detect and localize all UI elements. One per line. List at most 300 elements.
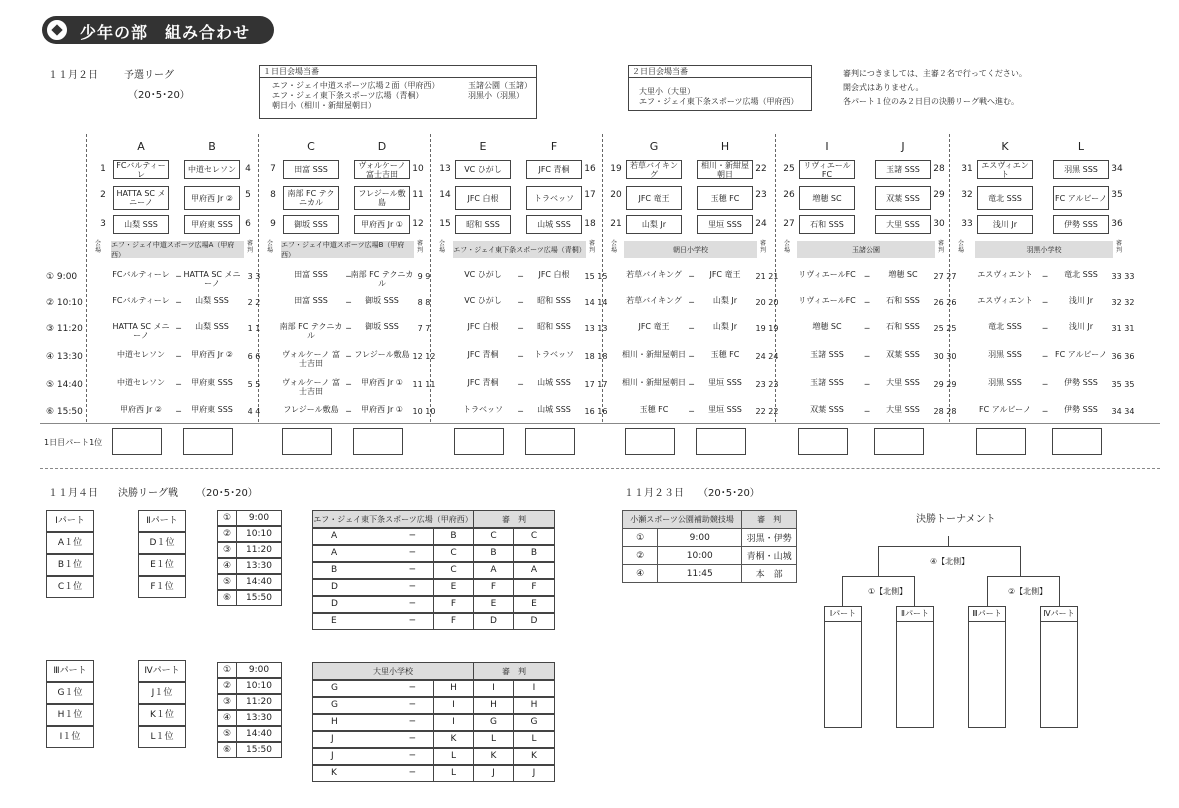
match-dash: ─ [864,324,870,333]
team-cell: JFC 青桐 [526,160,582,179]
match-time: ④ 13:30 [46,352,83,362]
match-team-home: VC ひがし [464,270,502,279]
tournament-left: ①【北側】 [868,587,908,596]
match-team-home: 若草バイキング [626,270,682,279]
final-ref-2: C [513,528,555,545]
match-team-home: FCバルティーレ [112,270,170,279]
slot-time: 9:00 [236,510,282,526]
match-team-home: 南部 FC テクニカル [279,322,343,340]
slot-number: ① [217,662,237,678]
team-cell: 昭和 SSS [455,215,511,234]
match-team-home: リヴィエールFC [798,296,856,305]
match-team-away: 浅川 Jr [1068,322,1094,331]
match-team-away: 南部 FC テクニカル [350,270,414,288]
group-header-e: E [479,140,487,153]
slot-number: ② [217,526,237,542]
part-item: C１位 [46,576,94,598]
final-match-row [312,545,434,562]
final-team-a: B [331,565,338,575]
final-team-b: K [433,731,474,748]
team-number: 12 [412,219,424,229]
divider-dashed [40,468,1160,469]
duty2-l2: エフ・ジェイ東下条スポーツ広場（甲府西） [639,97,799,106]
final-team-b: E [433,579,474,596]
team-cell: 伊勢 SSS [1053,215,1109,234]
match-ref: 9 9 [417,272,431,281]
team-number: 2 [100,190,106,200]
match-ref: 32 32 [1111,298,1135,307]
match-team-away: 甲府東 SSS [191,378,233,387]
part-item: A１位 [46,532,94,554]
match-dash: ─ [864,298,870,307]
match-time: ② 10:10 [46,298,83,308]
match-dash: ─ [689,380,694,389]
note-2: 開会式はありません。 [843,83,924,92]
final-ref-1: B [473,545,514,562]
final-match-row [312,562,434,579]
match-ref: 11 11 [412,380,436,389]
team-number: 31 [961,164,973,174]
venue-label: 会場 [783,240,790,254]
final-team-a: D [331,582,338,592]
day3-cell: 羽黒・伊勢 [742,529,797,547]
slot-number: ② [217,678,237,694]
team-cell: 若草バイキング [626,160,682,179]
match-dash: ─ [689,272,694,281]
team-number: 14 [439,190,451,200]
match-team-away: 竜北 SSS [1064,270,1098,279]
match-team-away: 甲府西 Jr ① [361,405,403,414]
match-team-home: FC アルビーノ [979,405,1031,414]
venue-bar: エフ・ジェイ中道スポーツ広場B（甲府西） [281,241,414,258]
group-header-d: D [377,140,387,153]
day3-ref: 審 判 [742,511,797,529]
tournament-slot [824,606,862,728]
match-team-away: 双葉 SSS [886,350,920,359]
match-team-away: 御坂 SSS [365,322,399,331]
team-number: 13 [439,164,451,174]
match-team-home: 羽黒 SSS [988,378,1022,387]
team-cell: 浅川 Jr [977,215,1033,234]
day3-cell: 11:45 [658,565,742,583]
slot-time: 15:50 [236,590,282,606]
final-dash: ─ [409,683,415,693]
day2-date: １１月４日 [48,488,98,499]
match-team-home: 若草バイキング [626,296,682,305]
final-team-b: B [433,528,474,545]
match-team-home: 中道セレソン [117,378,165,387]
final-ref-1: D [473,613,514,630]
match-team-home: 玉諸 SSS [810,350,844,359]
final-venue: 大里小学校 [312,662,474,680]
day2-name: 決勝リーグ戦 [118,488,178,499]
day3-cell: 青桐・山城 [742,547,797,565]
match-team-away: 甲府東 SSS [191,405,233,414]
team-number: 24 [755,219,767,229]
match-team-away: 玉穂 FC [710,350,740,359]
final-match-row [312,528,434,545]
match-dash: ─ [864,407,870,416]
final-team-b: I [433,697,474,714]
final-ref-2: L [513,731,555,748]
final-team-b: C [433,545,474,562]
match-dash: ─ [176,272,181,281]
note-1: 審判につきましては、主審２名で行ってください。 [843,69,1027,78]
match-team-away: 甲府西 Jr ② [191,350,233,359]
team-number: 15 [439,219,451,229]
match-team-away: 昭和 SSS [537,322,571,331]
part-header: Ⅲパート [46,660,94,682]
day1-date: １１月２日 [48,70,98,81]
match-team-home: 玉穂 FC [639,405,669,414]
final-ref-2: A [513,562,555,579]
match-team-home: JFC 竜王 [638,322,670,331]
final-dash: ─ [409,700,415,710]
group-header-k: K [1001,140,1009,153]
match-ref: 23 23 [755,380,779,389]
team-cell: ヴォルケーノ 富士吉田 [354,160,410,179]
final-team-b: F [433,613,474,630]
match-ref: 5 5 [247,380,261,389]
team-number: 19 [610,164,622,174]
slot-time: 11:20 [236,542,282,558]
team-cell: VC ひがし [455,160,511,179]
match-dash: ─ [1042,324,1048,333]
match-team-home: フレジール敷島 [283,405,339,414]
bracket-line [914,576,915,606]
match-dash: ─ [346,272,351,281]
venue-bar: 朝日小学校 [624,241,757,258]
day3-cell: ④ [623,565,658,583]
final-ref-1: F [473,579,514,596]
venue-bar: 羽黒小学校 [975,241,1113,258]
final-dash: ─ [409,565,415,575]
match-dash: ─ [518,324,523,333]
bracket-line [842,576,914,577]
day3-cell: 本 部 [742,565,797,583]
team-number: 32 [961,190,973,200]
match-team-away: 伊勢 SSS [1064,378,1098,387]
team-cell: 甲府西 Jr ① [354,215,410,234]
match-team-away: 大里 SSS [886,378,920,387]
final-match-row [312,596,434,613]
duty2-box [628,65,812,111]
group-header-l: L [1077,140,1085,153]
part-item: G１位 [46,682,94,704]
part-item: I１位 [46,726,94,748]
final-ref-2: G [513,714,555,731]
part-item: J１位 [138,682,186,704]
bracket-line [878,546,879,576]
slot-time: 11:20 [236,694,282,710]
match-ref: 8 8 [417,298,431,307]
slot-number: ⑥ [217,590,237,606]
duty2-l1: 大里小（大里） [639,87,695,96]
first-place-box [353,428,403,455]
final-ref-2: F [513,579,555,596]
final-ref-1: J [473,765,514,782]
match-dash: ─ [864,380,870,389]
part-item: K１位 [138,704,186,726]
match-time: ⑥ 15:50 [46,407,83,417]
match-team-away: 大里 SSS [886,405,920,414]
match-team-away: 山梨 Jr [712,296,738,305]
final-ref-1: G [473,714,514,731]
team-number: 23 [755,190,767,200]
final-team-a: K [331,768,337,778]
team-number: 36 [1111,219,1123,229]
day3-cell: ② [623,547,658,565]
match-team-home: 甲府西 Jr ② [120,405,162,414]
match-team-home: ヴォルケーノ 富士吉田 [282,350,340,368]
match-dash: ─ [176,298,181,307]
match-ref: 19 19 [755,324,779,333]
match-team-away: 石和 SSS [886,296,920,305]
final-dash: ─ [409,599,415,609]
ref-label: 審判 [416,240,423,254]
final-ref-1: L [473,731,514,748]
venue-label: 会場 [438,240,445,254]
page-title-pill [42,16,274,44]
match-team-away: FC アルビーノ [1055,350,1107,359]
first-place-box [525,428,575,455]
slot-time: 10:10 [236,526,282,542]
tournament-title: 決勝トーナメント [916,514,996,525]
match-dash: ─ [518,298,523,307]
tournament-slot [896,606,934,728]
final-team-a: J [331,751,334,761]
team-number: 6 [245,219,251,229]
group-header-a: A [137,140,145,153]
match-team-home: 竜北 SSS [988,322,1022,331]
first-place-box [798,428,848,455]
duty1-r1: 玉諸公園（玉諸） [468,81,532,90]
match-dash: ─ [689,324,694,333]
slot-number: ⑤ [217,574,237,590]
group-header-b: B [208,140,216,153]
match-ref: 1 1 [247,324,261,333]
part-header: Ⅰパート [46,510,94,532]
match-ref: 25 25 [933,324,957,333]
final-ref-2: B [513,545,555,562]
first-place-box [696,428,746,455]
slot-number: ⑥ [217,742,237,758]
group-header-f: F [550,140,558,153]
team-cell: 竜北 SSS [977,186,1033,210]
duty1-l1: エフ・ジェイ中道スポーツ広場２面（甲府西） [272,81,440,90]
team-number: 34 [1111,164,1123,174]
venue-bar: 玉諸公園 [797,241,935,258]
first-place-box [183,428,233,455]
duty1-header: １日目会場当番 [260,66,536,78]
ref-label: 審判 [1115,240,1122,254]
final-ref-2: I [513,680,555,697]
match-ref: 30 30 [933,352,957,361]
team-cell: 御坂 SSS [283,215,339,234]
match-ref: 27 27 [933,272,957,281]
match-team-away: JFC 竜王 [709,270,741,279]
match-dash: ─ [518,272,523,281]
final-ref-2: H [513,697,555,714]
team-number: 21 [610,219,622,229]
match-dash: ─ [689,352,694,361]
match-team-home: 増穂 SC [812,322,842,331]
final-ref-header: 審 判 [473,662,555,680]
first-place-box [454,428,504,455]
team-number: 9 [270,219,276,229]
tournament-right: ②【北側】 [1008,587,1048,596]
team-cell: 石和 SSS [799,215,855,234]
venue-label: 会場 [957,240,964,254]
team-number: 35 [1111,190,1123,200]
tournament-slot-label: Ⅲパート [969,607,1005,622]
slot-time: 13:30 [236,558,282,574]
team-cell: リヴィエールFC [799,160,855,179]
match-team-away: 里垣 SSS [708,405,742,414]
team-number: 29 [933,190,945,200]
team-number: 16 [584,164,596,174]
page-title: 少年の部 組み合わせ [80,23,251,42]
match-team-away: 石和 SSS [886,322,920,331]
final-ref-2: K [513,748,555,765]
match-dash: ─ [176,352,181,361]
venue-label: 会場 [94,240,101,254]
final-team-b: C [433,562,474,579]
final-ref-2: E [513,596,555,613]
final-team-a: G [331,683,338,693]
match-team-home: JFC 青桐 [467,350,499,359]
duty2-header: ２日目会場当番 [629,66,811,78]
match-dash: ─ [176,380,181,389]
match-team-away: JFC 白根 [538,270,570,279]
final-team-b: I [433,714,474,731]
match-dash: ─ [346,324,351,333]
match-ref: 24 24 [755,352,779,361]
team-number: 11 [412,190,424,200]
first-place-box [625,428,675,455]
match-ref: 15 15 [584,272,608,281]
match-ref: 31 31 [1111,324,1135,333]
slot-number: ④ [217,558,237,574]
match-ref: 33 33 [1111,272,1135,281]
final-ref-1: K [473,748,514,765]
first-place-box [1052,428,1102,455]
match-team-home: HATTA SC メニーノ [112,322,170,340]
soccer-ball-icon [46,19,68,41]
tournament-slot-label: Ⅱパート [897,607,933,622]
final-venue: エフ・ジェイ東下条スポーツ広場（甲府西） [312,510,474,528]
match-team-away: 山梨 SSS [195,296,229,305]
part-item: H１位 [46,704,94,726]
match-team-away: 里垣 SSS [708,378,742,387]
slot-number: ① [217,510,237,526]
final-team-b: L [433,748,474,765]
final-dash: ─ [409,734,415,744]
final-ref-1: C [473,528,514,545]
slot-time: 13:30 [236,710,282,726]
bracket-line [948,536,949,546]
slot-time: 10:10 [236,678,282,694]
group-header-h: H [720,140,730,153]
tournament-top: ④【北側】 [930,557,970,566]
final-ref-1: I [473,680,514,697]
match-ref: 18 18 [584,352,608,361]
final-dash: ─ [409,616,415,626]
final-dash: ─ [409,751,415,761]
team-number: 10 [412,164,424,174]
match-team-away: 山城 SSS [537,405,571,414]
team-cell: 山梨 SSS [113,215,169,234]
team-cell: 玉穂 FC [697,186,753,210]
group-header-i: I [825,140,829,153]
match-team-away: 浅川 Jr [1068,296,1094,305]
match-ref: 13 13 [584,324,608,333]
team-number: 3 [100,219,106,229]
duty1-box [259,65,537,119]
team-number: 26 [783,190,795,200]
tournament-slot [968,606,1006,728]
match-dash: ─ [518,407,523,416]
team-number: 7 [270,164,276,174]
match-ref: 20 20 [755,298,779,307]
group-header-g: G [649,140,659,153]
day1-format: （20･5･20） [128,90,190,101]
team-number: 33 [961,219,973,229]
first-place-box [874,428,924,455]
team-cell: 増穂 SC [799,186,855,210]
match-ref: 21 21 [755,272,779,281]
final-ref-1: A [473,562,514,579]
match-dash: ─ [1042,298,1048,307]
duty1-l2: エフ・ジェイ東下条スポーツ広場（青桐） [272,91,424,100]
match-ref: 22 22 [755,407,779,416]
team-cell: 里垣 SSS [697,215,753,234]
match-team-away: 甲府西 Jr ① [361,378,403,387]
match-dash: ─ [689,298,694,307]
match-time: ① 9:00 [46,272,78,282]
team-cell: FCバルティーレ [113,160,169,179]
team-cell: JFC 竜王 [626,186,682,210]
final-match-row [312,748,434,765]
divider-solid [40,423,1160,424]
venue-bar: エフ・ジェイ中道スポーツ広場A（甲府西） [111,241,244,258]
match-team-home: 田富 SSS [294,270,328,279]
match-ref: 29 29 [933,380,957,389]
final-ref-2: J [513,765,555,782]
team-cell: 田富 SSS [283,160,339,179]
final-team-b: F [433,596,474,613]
match-team-away: HATTA SC メニーノ [183,270,241,288]
bracket-line [878,546,1020,547]
match-team-home: 玉諸 SSS [810,378,844,387]
team-number: 5 [245,190,251,200]
part-item: B１位 [46,554,94,576]
match-dash: ─ [1042,407,1048,416]
match-team-home: JFC 白根 [467,322,499,331]
team-cell: フレジール敷島 [354,186,410,210]
team-cell: 中道セレソン [184,160,240,179]
final-match-row [312,765,434,782]
match-team-away: フレジール敷島 [354,350,410,359]
final-team-a: A [331,531,338,541]
team-cell: 山城 SSS [526,215,582,234]
team-number: 22 [755,164,767,174]
team-cell: トラベッソ [526,186,582,210]
team-cell: JFC 白根 [455,186,511,210]
first-place-label: 1日目パート1位 [44,438,103,447]
match-team-home: FCバルティーレ [112,296,170,305]
team-cell: エスヴィエント [977,160,1033,179]
